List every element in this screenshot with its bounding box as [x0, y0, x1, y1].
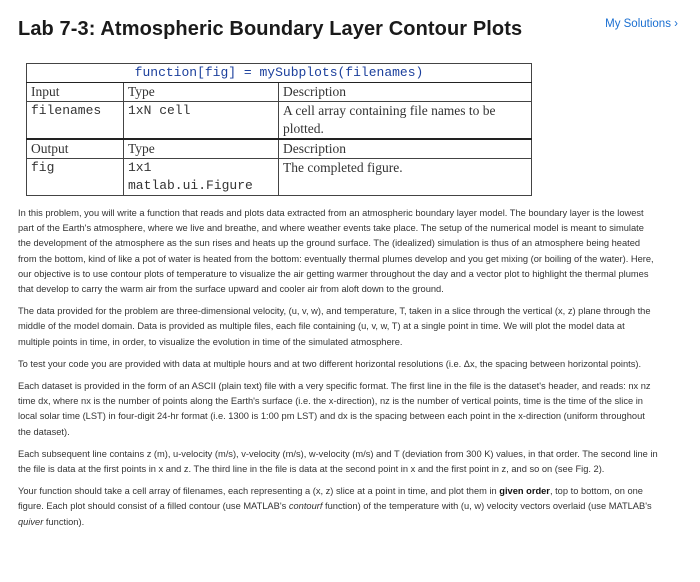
text-span: function). [43, 516, 85, 527]
problem-description [18, 206, 658, 537]
table-row [27, 102, 532, 140]
text-span: , top to bottom, on one figure. Each plot should consist of a filled contour (use MATLAB's [18, 486, 643, 512]
table-row [27, 159, 532, 196]
paragraph [18, 484, 658, 530]
table-cell: Type [124, 83, 279, 102]
fig-type-line2: matlab.ui.Figure [128, 178, 253, 193]
table-cell [124, 159, 279, 196]
table-cell: filenames [27, 102, 124, 140]
table-cell: Description [279, 83, 532, 102]
table-cell: A cell array containing file names to be plotted. [279, 102, 532, 140]
my-solutions-label: My Solutions [605, 18, 671, 30]
paragraph: Each subsequent line contains z (m), u-velocity (m/s), v-velocity (m/s), w-velocity (m/s) and T (deviation from 300 K) values, in that order. The second line in the file is data at the first points in x and z. The third line in the file is data at the second point in x and the first point in z, and so on (see Fig. 2). [18, 448, 658, 475]
table-row [27, 83, 532, 102]
table-row [27, 139, 532, 159]
function-signature-table [26, 63, 532, 196]
table-cell: Input [27, 83, 124, 102]
text-italic: quiver [18, 516, 44, 527]
text-span: function) of the temperature with (u, w) velocity vectors overlaid (use MATLAB's [322, 501, 652, 512]
text-bold: given order [499, 486, 550, 497]
my-solutions-link[interactable] [605, 18, 678, 30]
function-signature: function[fig] = mySubplots(filenames) [27, 64, 532, 83]
chevron-right-icon: › [674, 18, 678, 30]
table-cell: 1xN cell [124, 102, 279, 140]
table-cell: Description [279, 139, 532, 159]
page-title: Lab 7-3: Atmospheric Boundary Layer Contour Plots [18, 18, 523, 40]
paragraph: Each dataset is provided in the form of an ASCII (plain text) file with a very specific format. The first line in the file is the dataset's header, and reads: nx nz time dx, where nx is the number of points along the Earth's surface (i.e. the x-direction), nz is the number of vertical points, time is the time of the slice in local solar time (LST) in four-digit 24-hr format (i.e. 1300 is 1:00 pm LST) and dx is the spacing between each point in the x-direction (uniform throughout the dataset). [18, 381, 651, 437]
paragraph: To test your code you are provided with data at multiple hours and at two different horizontal resolutions (i.e. Δx, the spacing between horizontal points). [18, 358, 642, 369]
table-cell: Output [27, 139, 124, 159]
table-cell: The completed figure. [279, 159, 532, 196]
paragraph: The data provided for the problem are three-dimensional velocity, (u, v, w), and temperature, T, taken in a slice through the vertical (x, z) plane through the middle of the model domain. Data is provided as multiple files, each file containing (u, v, w, T) at a single point in time. We will plot the model data at multiple points in time, in order, to visualize the evolution in time of the simulated atmosphere. [18, 306, 651, 347]
text-span: Your function should take a cell array of filenames, each representing a (x, z) slice at a point in time, and plot them in [18, 486, 500, 497]
paragraph: In this problem, you will write a function that reads and plots data extracted from an atmospheric boundary layer model. The boundary layer is the lowest part of the Earth's atmosphere, where we live and breathe, and where weather events take place. The setup of the numerical model is meant to simulate the development of the atmosphere as the sun rises and heats up the ground surface. The (idealized) simulation is thus of an atmosphere being heated from the bottom, kind of like a pot of water is heated from the bottom: eventually thermal plumes develop and you get mixing (or boiling of the water). Here, our objective is to use contour plots of temperature to visualize the air getting warmer throughout the day and a vector plot to highlight the thermal plumes that develop to carry the warm air from the surface upward and cooler air from aloft down to the ground. [18, 208, 654, 295]
fig-type-line1: 1x1 [128, 160, 152, 175]
text-italic: contourf [288, 501, 323, 512]
table-cell: fig [27, 159, 124, 196]
table-cell: Type [124, 139, 279, 159]
